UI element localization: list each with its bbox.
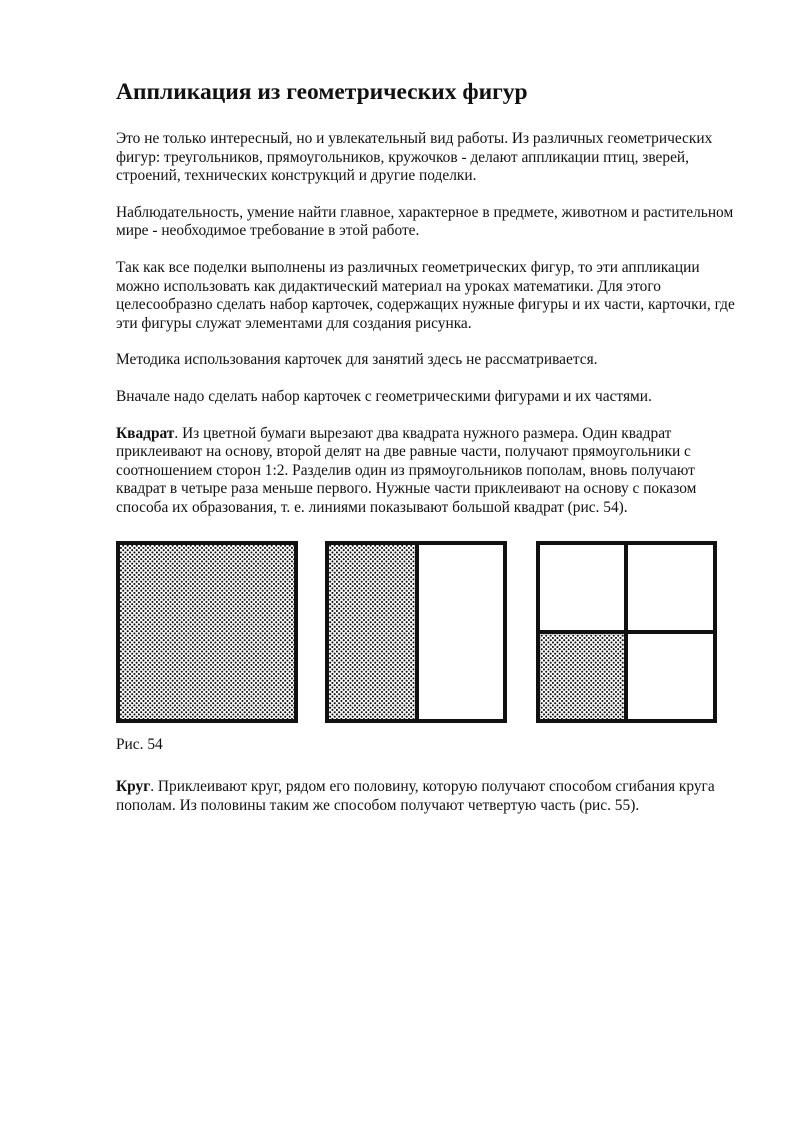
paragraph-circle [116,778,746,815]
paragraph-square [116,425,746,518]
term-square: Квадрат [116,424,175,442]
document-page [116,70,746,833]
figure-54-drawing [0,540,796,726]
paragraph-didactic: Так как все поделки выполнены из различных геометрических фигур, то эти аппликации можно использовать как дидактический материал на уроках математики. Для этого целесообразно сделать набор карточек, содержащих нужные фигуры и их части, карточки, где эти фигуры служат элементами для создания рисунка. [116,258,735,332]
paragraph-intro: Это не только интересный, но и увлекательный вид работы. Из различных геометрических фигур: треугольников, прямоугольников, кружочков - делают аппликации птиц, зверей, строений, технических конструкций и другие поделки. [116,130,713,185]
figure-panel-half-square [327,543,505,721]
paragraph-card-set: Вначале надо сделать набор карточек с геометрическими фигурами и их частями. [116,387,652,405]
figure-panel-quarter-square [538,543,715,721]
paragraph-methodology: Методика использования карточек для занятий здесь не рассматривается. [116,351,598,369]
term-circle: Круг [116,778,151,796]
figure-panel-whole-square [118,543,296,721]
page-title: Аппликация из геометрических фигур [116,79,528,105]
circle-description: . Приклеивают круг, рядом его половину, которую получают способом сгибания круга пополам. Из половины таким же способом получают четвертую часть (рис. 55). [116,778,715,814]
figure-54 [116,540,736,726]
figure-caption: Рис. 54 [116,735,163,753]
square-description: . Из цветной бумаги вырезают два квадрата нужного размера. Один квадрат приклеивают на основу, второй делят на две равные части, получают прямоугольники с соотношением сторон 1:2. Разделив один из прямоугольников пополам, вновь получают квадрат в четыре раза меньше первого. Нужные части приклеивают на основу с показом способа их образования, т. е. линиями показывают большой квадрат (рис. 54). [116,424,697,516]
paragraph-observation: Наблюдательность, умение найти главное, характерное в предмете, животном и растительном мире - необходимое требование в этой работе. [116,203,734,240]
